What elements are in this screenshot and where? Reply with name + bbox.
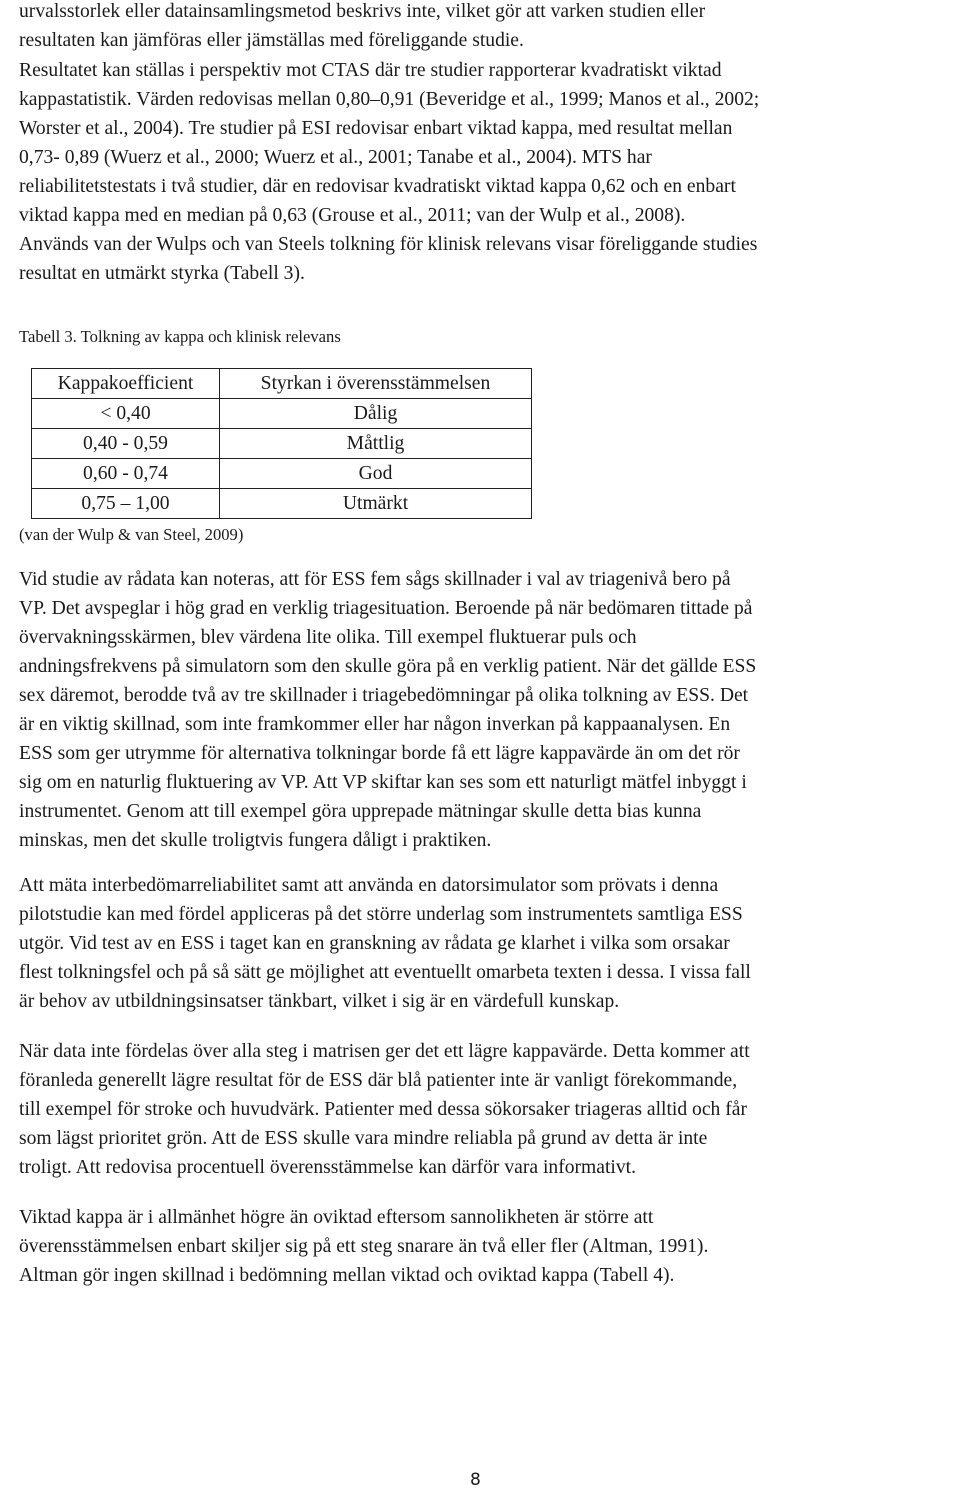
text-line: övervakningsskärmen, blev värdena lite olika. Till exempel fluktuerar puls och — [19, 627, 637, 648]
text-line: Att mäta interbedömarreliabilitet samt att använda en datorsimulator som prövats i denna — [19, 875, 719, 896]
table-cell: Måttlig — [220, 429, 532, 459]
text-line: viktad kappa med en median på 0,63 (Grouse et al., 2011; van der Wulp et al., 2008). — [19, 205, 686, 226]
paragraph-ctas-comparison — [19, 56, 759, 288]
text-line: är behov av utbildningsinsatser tänkbart, vilket i sig är en värdefull kunskap. — [19, 991, 620, 1012]
text-line: utgör. Vid test av en ESS i taget kan en granskning av rådata ge klarhet i vilka som orsakar — [19, 933, 730, 954]
table-cell: God — [220, 459, 532, 489]
kappa-interpretation-table — [31, 368, 532, 519]
page-number: 8 — [470, 1470, 481, 1490]
text-line: kappastatistik. Värden redovisas mellan 0,80–0,91 (Beveridge et al., 1999; Manos et al., 2002; — [19, 89, 760, 110]
text-line: Används van der Wulps och van Steels tolkning för klinisk relevans visar föreliggande studies — [19, 234, 758, 255]
table-row — [32, 489, 532, 519]
text-line: andningsfrekvens på simulatorn som den skulle göra på en verklig patient. När det gällde ESS — [19, 656, 757, 677]
column-header-kappa: Kappakoefficient — [32, 369, 220, 399]
table-row — [32, 429, 532, 459]
table-cell: 0,75 – 1,00 — [32, 489, 220, 519]
paragraph-simulator — [19, 871, 751, 1016]
column-header-strength: Styrkan i överensstämmelsen — [220, 369, 532, 399]
text-line: urvalsstorlek eller datainsamlingsmetod beskrivs inte, vilket gör att varken studien eller — [19, 1, 706, 22]
text-line: som lägst prioritet grön. Att de ESS skulle vara mindre reliabla på grund av detta är inte — [19, 1128, 708, 1149]
text-line: ESS som ger utrymme för alternativa tolkningar borde få ett lägre kappavärde än om det rör — [19, 743, 740, 764]
table-row — [32, 399, 532, 429]
table-source: (van der Wulp & van Steel, 2009) — [19, 525, 244, 544]
paragraph-intro — [19, 0, 705, 55]
table-cell: Dålig — [220, 399, 532, 429]
text-line: sex däremot, berodde två av tre skillnader i triagebedömningar på olika tolkning av ESS. Det — [19, 685, 749, 706]
text-line: överensstämmelsen enbart skiljer sig på ett steg snarare än två eller fler (Altman, 1991). — [19, 1236, 709, 1257]
table-row — [32, 459, 532, 489]
text-line: 0,73- 0,89 (Wuerz et al., 2000; Wuerz et al., 2001; Tanabe et al., 2004). MTS har — [19, 147, 652, 168]
text-line: minskas, men det skulle troligtvis fungera dåligt i praktiken. — [19, 830, 492, 851]
text-line: När data inte fördelas över alla steg i matrisen ger det ett lägre kappavärde. Detta kommer att — [19, 1041, 750, 1062]
text-line: Viktad kappa är i allmänhet högre än oviktad eftersom sannolikheten är större att — [19, 1207, 654, 1228]
table-caption: Tabell 3. Tolkning av kappa och klinisk relevans — [19, 327, 341, 346]
text-line: instrumentet. Genom att till exempel göra upprepade mätningar skulle detta bias kunna — [19, 801, 702, 822]
text-line: resultat en utmärkt styrka (Tabell 3). — [19, 263, 305, 284]
text-line: pilotstudie kan med fördel appliceras på det större underlag som instrumentets samtliga ESS — [19, 904, 743, 925]
paragraph-raw-data — [19, 565, 756, 855]
table-header-row — [32, 369, 532, 399]
table-cell: < 0,40 — [32, 399, 220, 429]
text-line: sig om en naturlig fluktuering av VP. Att VP skiftar kan ses som ett naturligt mätfel inbyggt i — [19, 772, 747, 793]
text-line: troligt. Att redovisa procentuell överensstämmelse kan därför vara informativt. — [19, 1157, 637, 1178]
text-line: Resultatet kan ställas i perspektiv mot CTAS där tre studier rapporterar kvadratiskt viktad — [19, 60, 722, 81]
text-line: är en viktig skillnad, som inte framkommer eller har någon inverkan på kappaanalysen. En — [19, 714, 731, 735]
paragraph-weighted-kappa — [19, 1203, 708, 1290]
text-line: VP. Det avspeglar i hög grad en verklig triagesituation. Beroende på när bedömaren tittade på — [19, 598, 753, 619]
text-line: reliabilitetstestats i två studier, där en redovisar kvadratiskt viktad kappa 0,62 och en enbart — [19, 176, 736, 197]
table-cell: 0,60 - 0,74 — [32, 459, 220, 489]
text-line: föranleda generellt lägre resultat för de ESS där blå patienter inte är vanligt förekommande, — [19, 1070, 738, 1091]
table-cell: Utmärkt — [220, 489, 532, 519]
paragraph-matrix — [19, 1037, 750, 1182]
text-line: Vid studie av rådata kan noteras, att för ESS fem sågs skillnader i val av triagenivå bero på — [19, 569, 731, 590]
table-cell: 0,40 - 0,59 — [32, 429, 220, 459]
text-line: flest tolkningsfel och på så sätt ge möjlighet att eventuellt omarbeta texten i dessa. I vissa fall — [19, 962, 751, 983]
text-line: resultaten kan jämföras eller jämställas med föreliggande studie. — [19, 30, 524, 51]
text-line: Worster et al., 2004). Tre studier på ESI redovisar enbart viktad kappa, med resultat mellan — [19, 118, 733, 139]
text-line: till exempel för stroke och huvudvärk. Patienter med dessa sökorsaker triageras alltid och får — [19, 1099, 747, 1120]
text-line: Altman gör ingen skillnad i bedömning mellan viktad och oviktad kappa (Tabell 4). — [19, 1265, 675, 1286]
